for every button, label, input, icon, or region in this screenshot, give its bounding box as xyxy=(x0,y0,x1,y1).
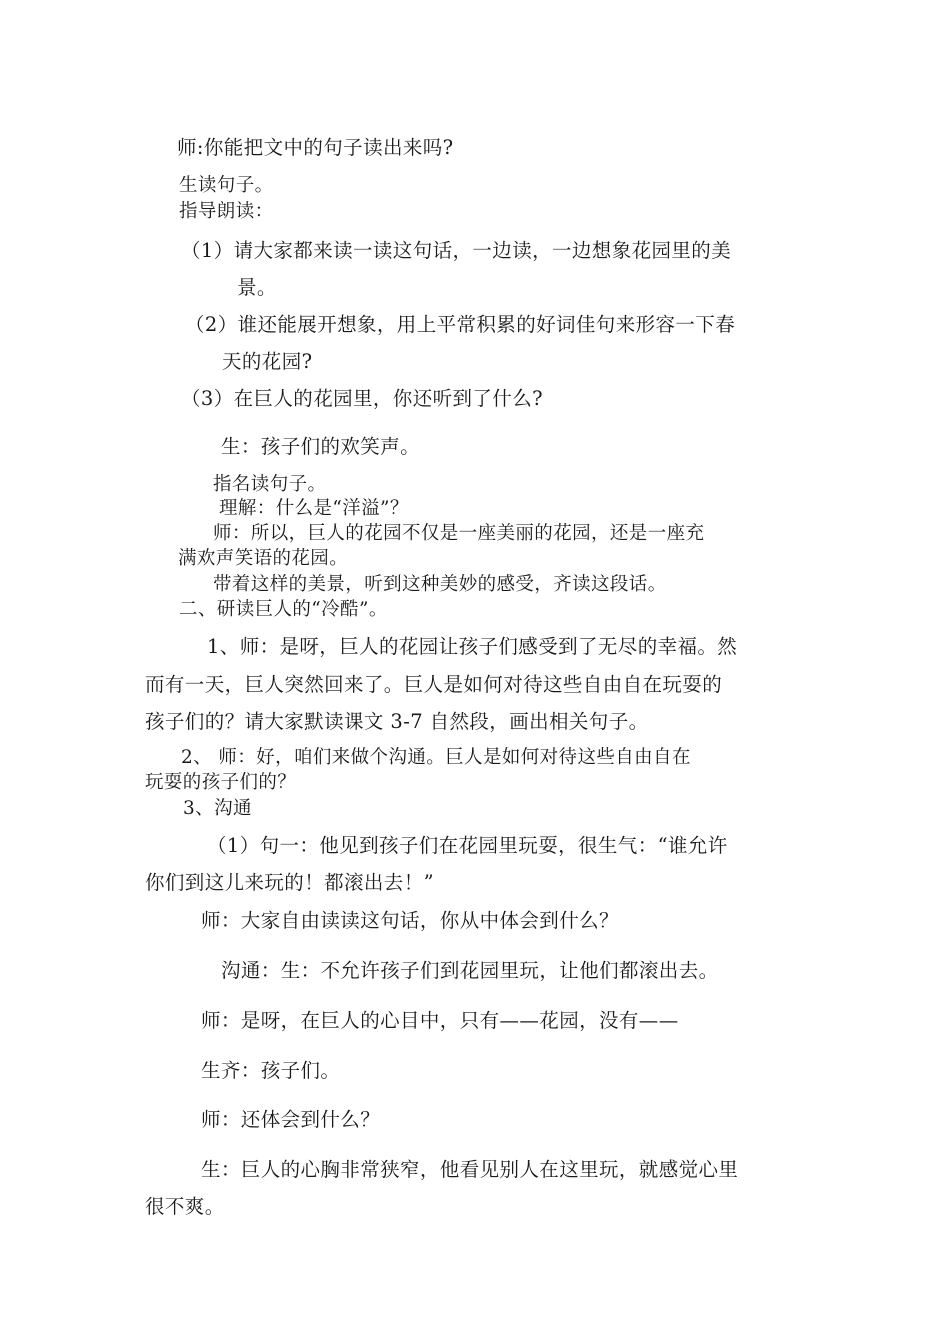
text-line: 1、师：是呀，巨人的花园让孩子们感受到了无尽的幸福。然 xyxy=(207,635,738,658)
text-line: 天的花园? xyxy=(222,350,313,373)
text-line: 指名读句子。 xyxy=(213,474,327,495)
text-line: 景。 xyxy=(237,276,277,299)
text-line: 师：大家自由读读这句话，你从中体会到什么？ xyxy=(201,909,619,932)
text-line: 生：孩子们的欢笑声。 xyxy=(221,435,421,458)
text-line: 沟通：生：不允许孩子们到花园里玩，让他们都滚出去。 xyxy=(221,959,719,982)
text-line: （3）在巨人的花园里，你还听到了什么? xyxy=(181,387,543,410)
text-line: 师：所以，巨人的花园不仅是一座美丽的花园，还是一座充 xyxy=(213,523,705,544)
text-line: 很不爽。 xyxy=(145,1195,225,1218)
text-line: 孩子们的？请大家默读课文 3-7 自然段，画出相关句子。 xyxy=(145,710,649,733)
text-line: 2、 师：好，咱们来做个沟通。巨人是如何对待这些自由自在 xyxy=(181,747,691,768)
text-line: 师：还体会到什么？ xyxy=(201,1108,381,1131)
text-line: 生：巨人的心胸非常狭窄，他看见别人在这里玩，就感觉心里 xyxy=(201,1158,739,1181)
text-line: 满欢声笑语的花园。 xyxy=(178,548,349,569)
text-line: 师:你能把文中的句子读出来吗? xyxy=(177,136,454,159)
text-line: 二、研读巨人的“冷酷”。 xyxy=(179,599,388,620)
text-line: 理解：什么是“洋溢”？ xyxy=(219,498,409,519)
text-line: （2）谁还能展开想象，用上平常积累的好词佳句来形容一下春 xyxy=(185,313,736,336)
text-line: 指导朗读： xyxy=(179,201,274,222)
text-line: 师：是呀，在巨人的心目中，只有——花园，没有—— xyxy=(201,1009,679,1032)
text-line: （1）请大家都来读一读这句话，一边读，一边想象花园里的美 xyxy=(181,239,732,262)
text-line: 而有一天，巨人突然回来了。巨人是如何对待这些自由自在玩耍的 xyxy=(145,673,723,696)
text-line: 带着这样的美景，听到这种美妙的感受，齐读这段话。 xyxy=(213,574,667,595)
text-line: 玩耍的孩子们的？ xyxy=(145,772,297,793)
text-line: 生读句子。 xyxy=(179,175,274,196)
text-line: （1）句一：他见到孩子们在花园里玩耍，很生气：“谁允许 xyxy=(207,834,728,857)
text-line: 你们到这儿来玩的！都滚出去！” xyxy=(145,871,434,894)
text-line: 3、沟通 xyxy=(183,798,252,819)
text-line: 生齐：孩子们。 xyxy=(201,1059,341,1082)
